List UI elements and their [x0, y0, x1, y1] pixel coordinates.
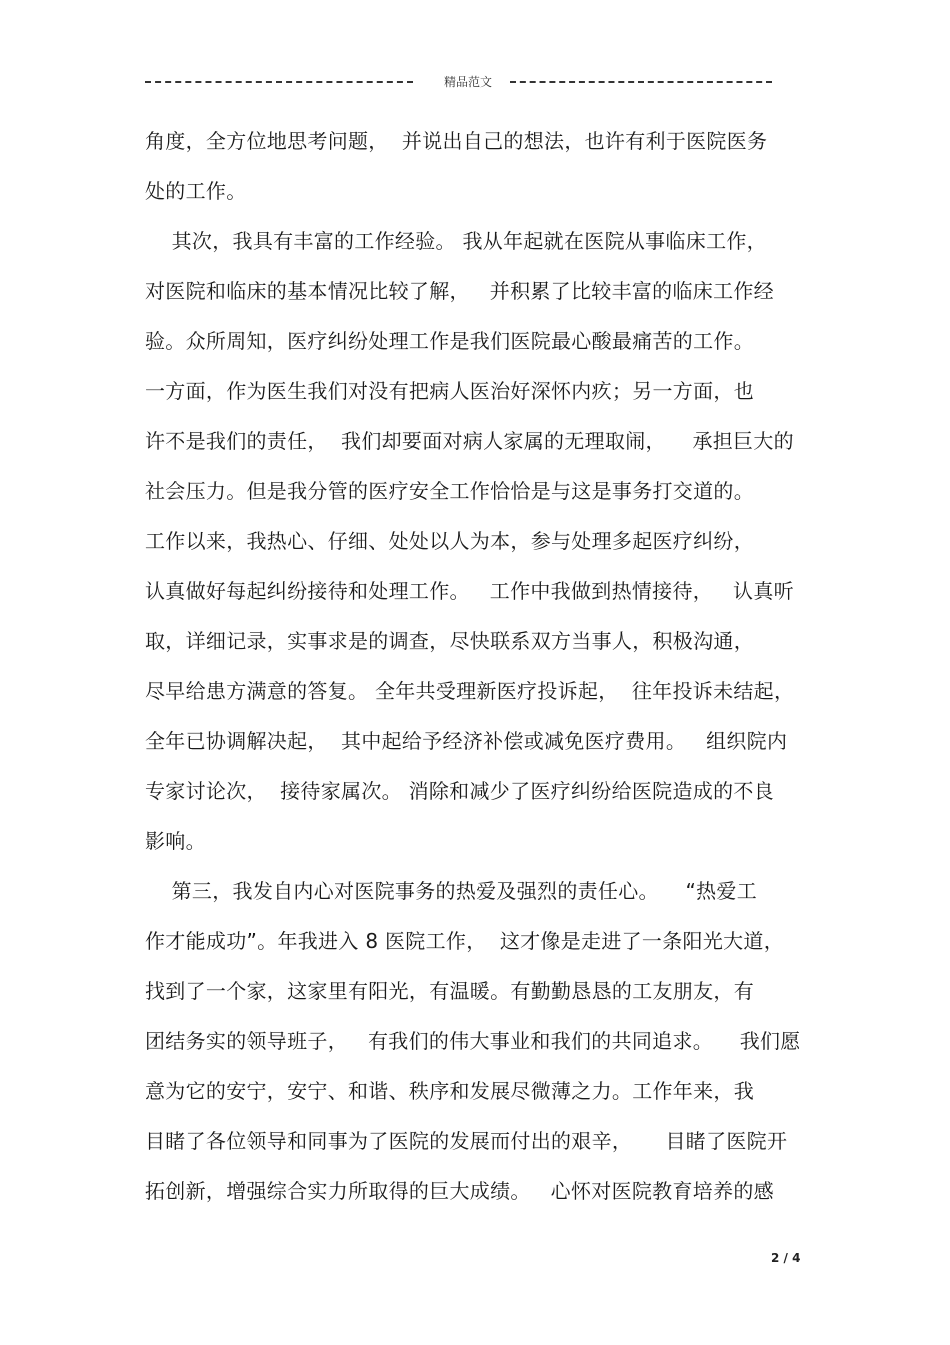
text-line: 影响。 [145, 829, 206, 853]
text-line: 取，详细记录，实事求是的调查，尽快联系双方当事人，积极沟通， [145, 629, 754, 653]
text-line: 角度，全方位地思考问题， 并说出自己的想法，也许有利于医院医务 [145, 129, 768, 153]
page-header [145, 72, 805, 92]
text-line: 团结务实的领导班子， 有我们的伟大事业和我们的共同追求。 我们愿 [145, 1029, 801, 1053]
text-line: 专家讨论次， 接待家属次。 消除和减少了医疗纠纷给医院造成的不良 [145, 779, 774, 803]
text-line: 社会压力。但是我分管的医疗安全工作恰恰是与这是事务打交道的。 [145, 479, 754, 503]
text-line: 工作以来，我热心、仔细、处处以人为本，参与处理多起医疗纠纷， [145, 529, 754, 553]
text-line: 尽早给患方满意的答复。 全年共受理新医疗投诉起， 往年投诉未结起， [145, 679, 795, 703]
text-line: 第三，我发自内心对医院事务的热爱及强烈的责任心。 “热爱工 [145, 879, 758, 903]
text-line: 作才能成功”。年我进入 8 医院工作， 这才像是走进了一条阳光大道， [145, 929, 785, 953]
text-line: 处的工作。 [145, 179, 247, 203]
text-line: 全年已协调解决起， 其中起给予经济补偿或减免医疗费用。 组织院内 [145, 729, 788, 753]
header-rule-right [510, 81, 772, 83]
header-rule-left [145, 81, 413, 83]
page-number: 2 / 4 [771, 1251, 801, 1265]
text-line: 其次，我具有丰富的工作经验。 我从年起就在医院从事临床工作， [145, 229, 767, 253]
header-title: 精品范文 [444, 75, 493, 89]
text-line: 认真做好每起纠纷接待和处理工作。 工作中我做到热情接待， 认真听 [145, 579, 794, 603]
text-line: 验。众所周知，医疗纠纷处理工作是我们医院最心酸最痛苦的工作。 [145, 329, 754, 353]
text-line: 对医院和临床的基本情况比较了解， 并积累了比较丰富的临床工作经 [145, 279, 774, 303]
text-line: 拓创新，增强综合实力所取得的巨大成绩。 心怀对医院教育培养的感 [145, 1179, 774, 1203]
text-line: 目睹了各位领导和同事为了医院的发展而付出的艰辛， 目睹了医院开 [145, 1129, 788, 1153]
text-line: 意为它的安宁，安宁、和谐、秩序和发展尽微薄之力。工作年来，我 [145, 1079, 754, 1103]
text-line: 找到了一个家，这家里有阳光，有温暖。有勤勤恳恳的工友朋友，有 [145, 979, 754, 1003]
text-line: 一方面，作为医生我们对没有把病人医治好深怀内疚；另一方面，也 [145, 379, 754, 403]
text-line: 许不是我们的责任， 我们却要面对病人家属的无理取闹， 承担巨大的 [145, 429, 794, 453]
